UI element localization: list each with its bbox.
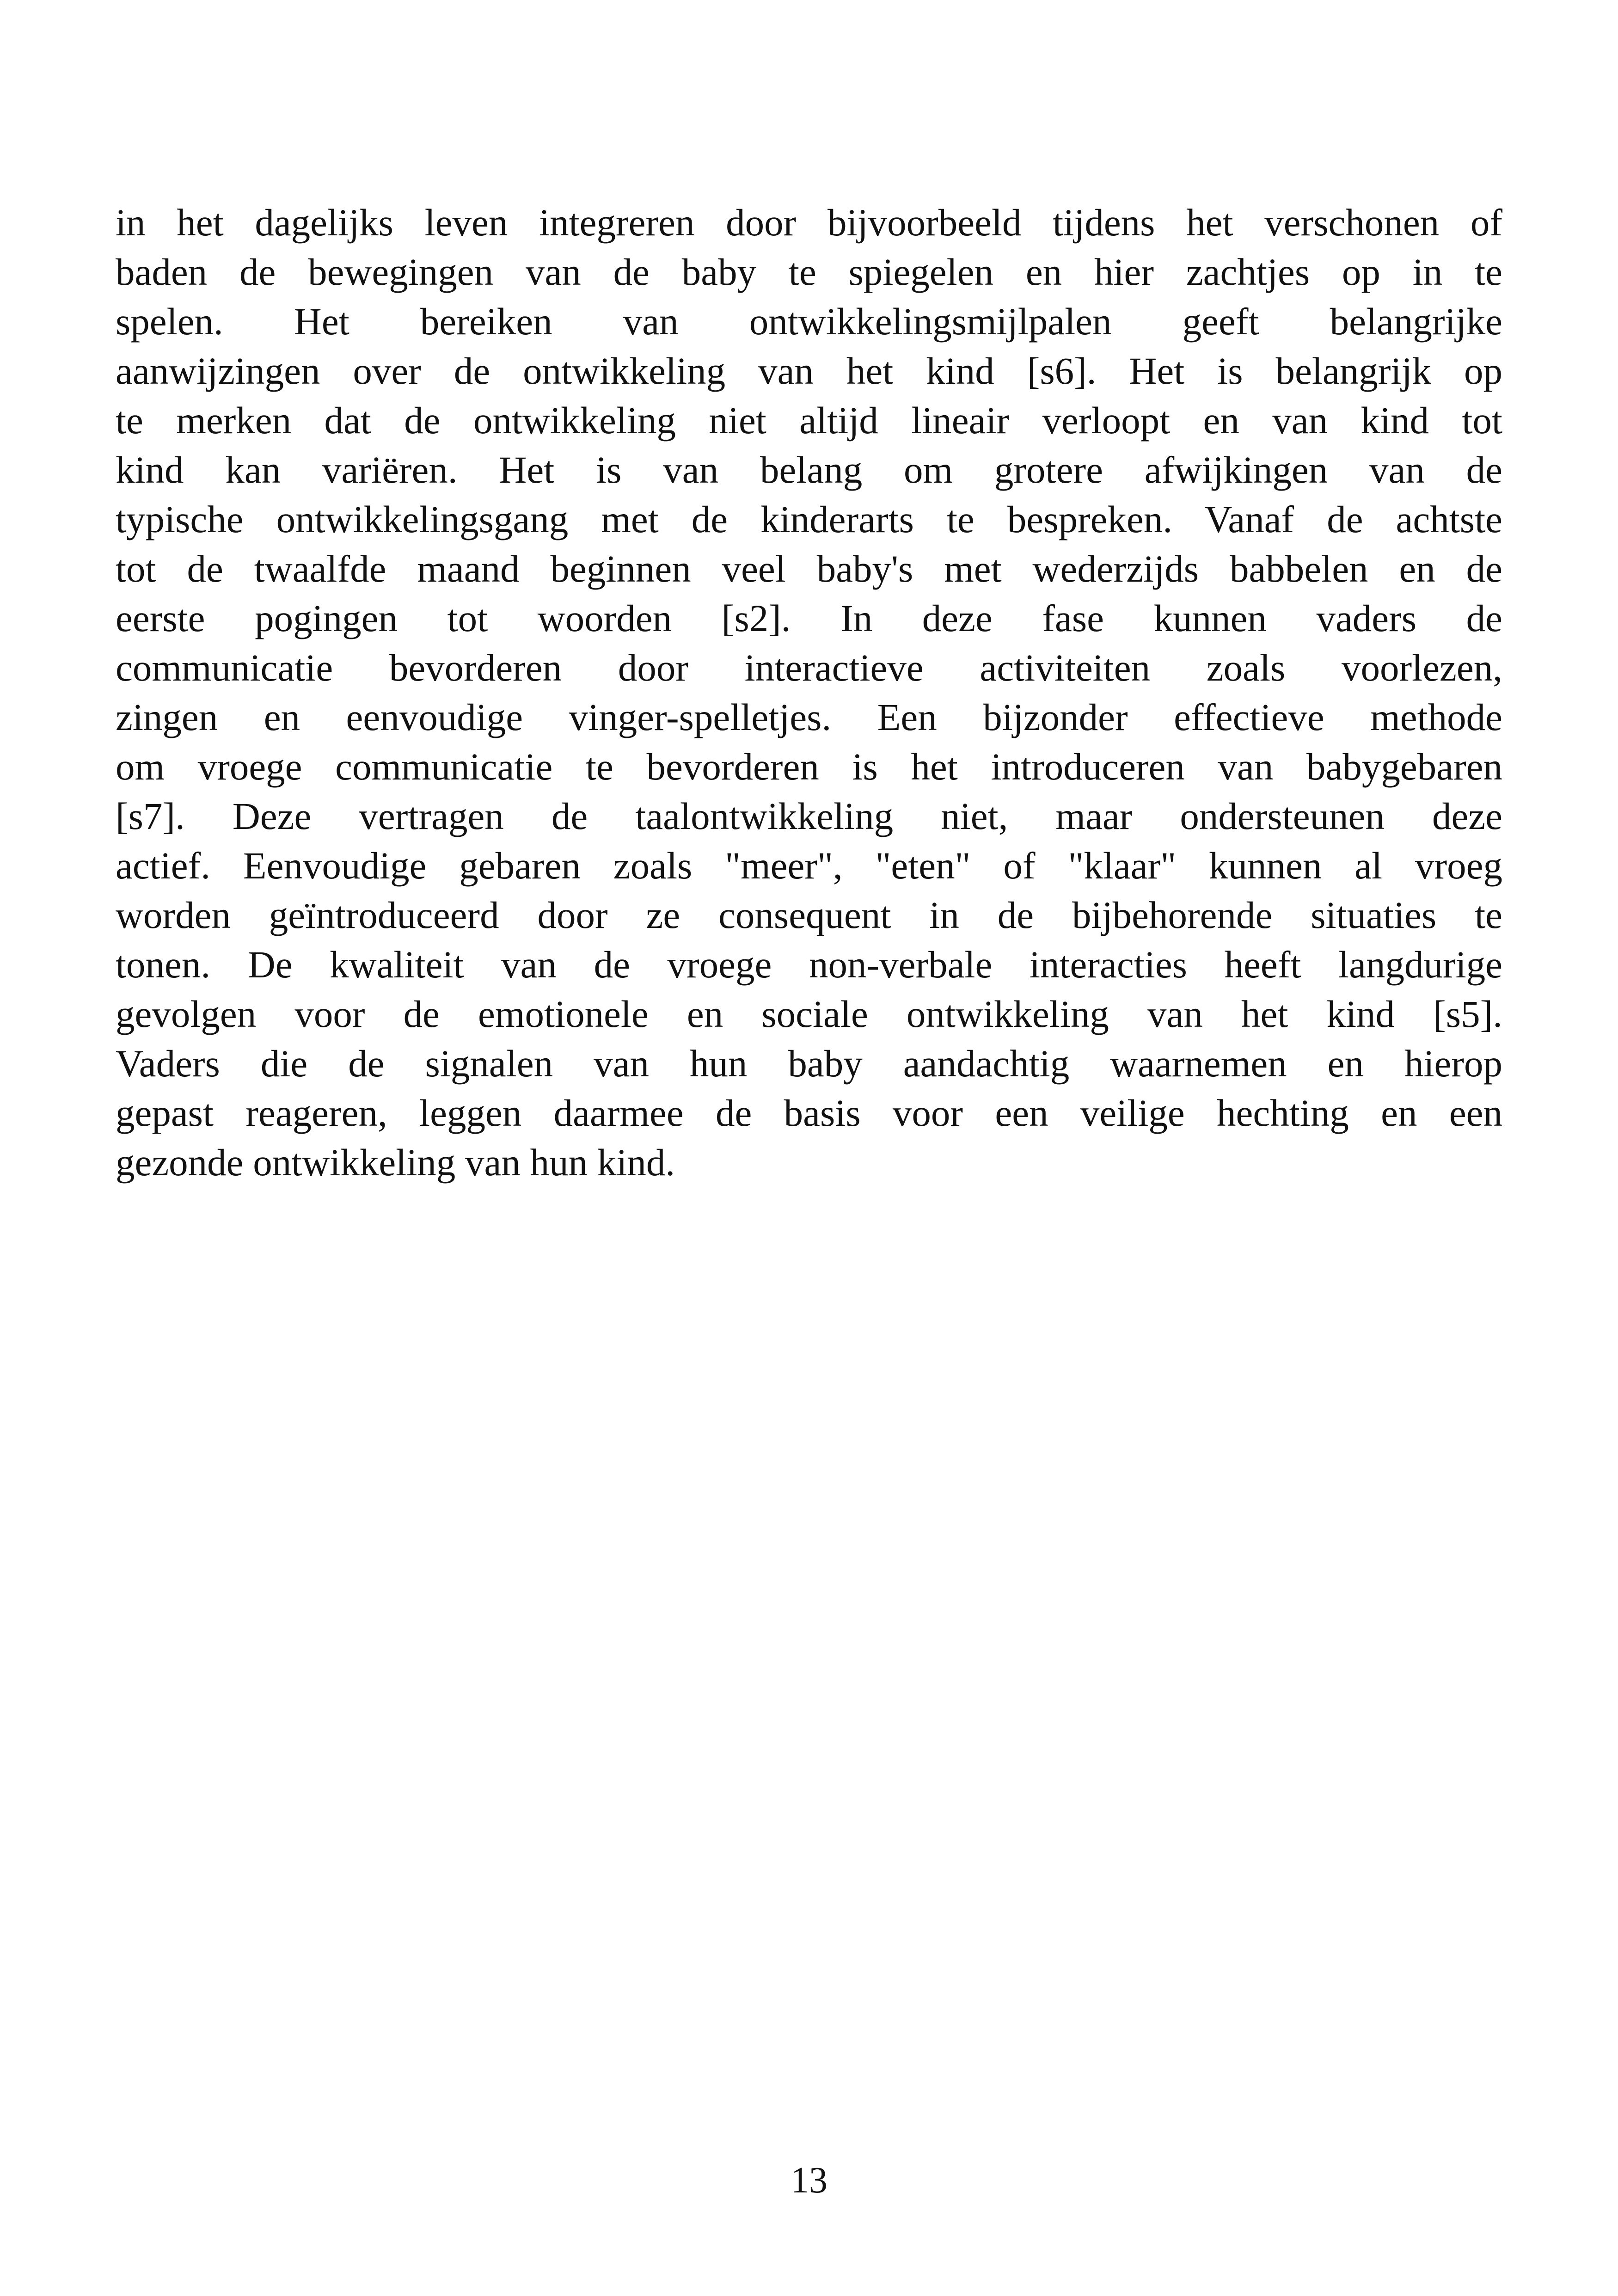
page-number: 13 [791, 2160, 827, 2201]
paragraph-line: kind kan variëren. Het is van belang om grotere afwijkingen van de [116, 448, 1502, 491]
paragraph-line: gevolgen voor de emotionele en sociale ontwikkeling van het kind [s5]. [116, 993, 1502, 1035]
paragraph-line: communicatie bevorderen door interactieve activiteiten zoals voorlezen, [116, 646, 1502, 689]
paragraph-line: [s7]. Deze vertragen de taalontwikkeling niet, maar ondersteunen deze [116, 795, 1502, 837]
paragraph-line: tot de twaalfde maand beginnen veel baby's met wederzijds babbelen en de [116, 547, 1502, 590]
paragraph-line: eerste pogingen tot woorden [s2]. In deze fase kunnen vaders de [116, 597, 1502, 639]
paragraph-line: in het dagelijks leven integreren door bijvoorbeeld tijdens het verschonen of [116, 201, 1502, 244]
paragraph-line: baden de bewegingen van de baby te spiegelen en hier zachtjes op in te [116, 251, 1502, 293]
paragraph-line: Vaders die de signalen van hun baby aandachtig waarnemen en hierop [116, 1042, 1502, 1085]
paragraph-line: typische ontwikkelingsgang met de kinderarts te bespreken. Vanaf de achtste [116, 498, 1502, 540]
paragraph-line: gezonde ontwikkeling van hun kind. [116, 1141, 675, 1184]
paragraph-line: om vroege communicatie te bevorderen is het introduceren van babygebaren [116, 745, 1502, 788]
paragraph-line: zingen en eenvoudige vinger-spelletjes. Een bijzonder effectieve methode [116, 696, 1502, 738]
paragraph-line: tonen. De kwaliteit van de vroege non-verbale interacties heeft langdurige [116, 943, 1502, 986]
paragraph-line: gepast reageren, leggen daarmee de basis voor een veilige hechting en een [116, 1092, 1502, 1134]
paragraph-line: worden geïntroduceerd door ze consequent in de bijbehorende situaties te [116, 894, 1502, 936]
body-paragraph [116, 198, 1502, 1187]
paragraph-line: te merken dat de ontwikkeling niet altijd lineair verloopt en van kind tot [116, 399, 1502, 442]
paragraph-line: spelen. Het bereiken van ontwikkelingsmijlpalen geeft belangrijke [116, 300, 1502, 343]
paragraph-line: aanwijzingen over de ontwikkeling van het kind [s6]. Het is belangrijk op [116, 350, 1502, 392]
paragraph-line: actief. Eenvoudige gebaren zoals "meer", "eten" of "klaar" kunnen al vroeg [116, 844, 1502, 887]
